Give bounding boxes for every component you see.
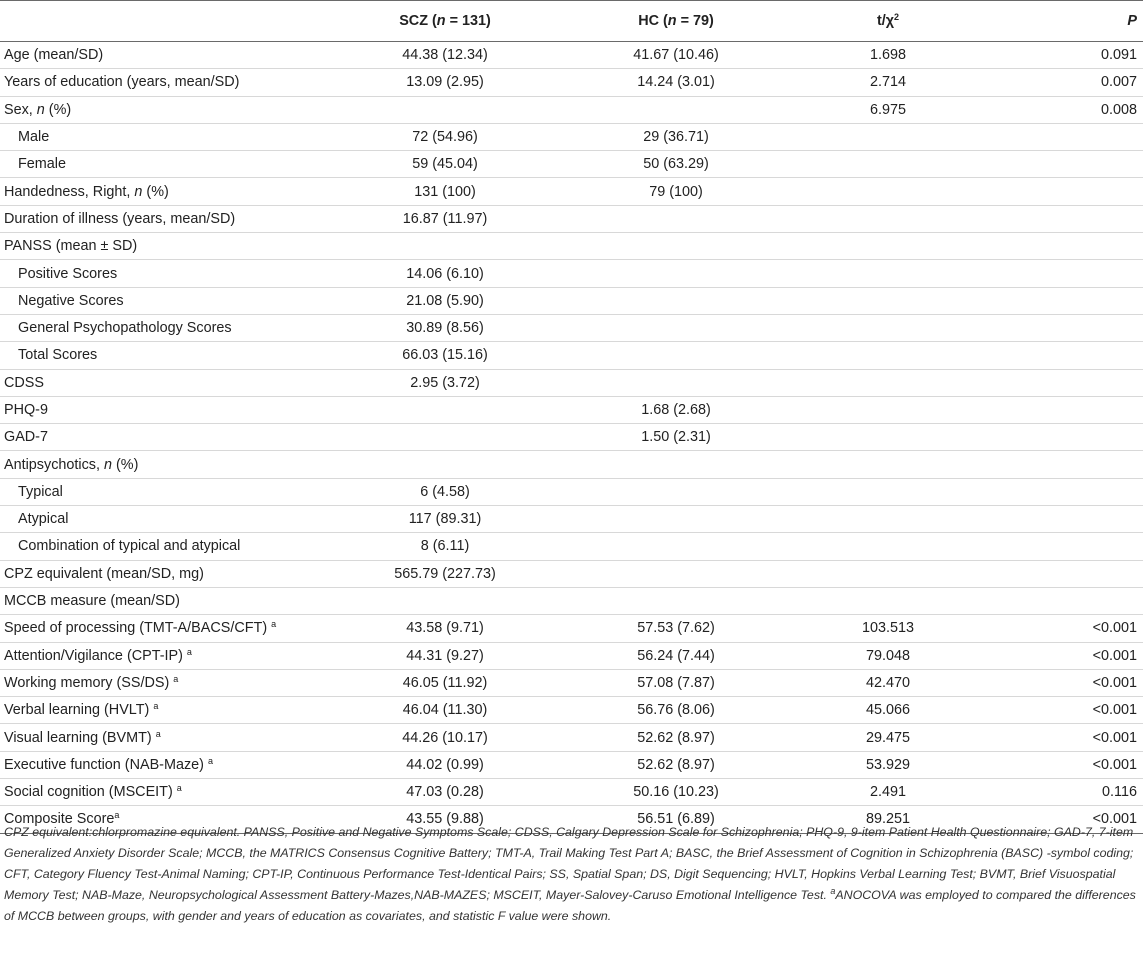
cell-statistic: 29.475 [792, 724, 984, 751]
cell-p-value: <0.001 [984, 697, 1143, 724]
cell-scz: 43.58 (9.71) [330, 615, 560, 642]
cell-p-value [984, 178, 1143, 205]
table-footnote: CPZ equivalent:chlorpromazine equivalent. PANSS, Positive and Negative Symptoms Scale; CDSS, Calgary Depression Scale for Schizophrenia; PHQ-9, 9-item Patient Health Questionnaire; GAD-7, 7-item Generalized Anxiety Disorder Scale; MCCB, the MATRICS Consensus Cognitive Battery; TMT-A, Trail Making Test Part A; BASC, the Brief Assessment of Cognition in Schizophrenia (BASC) -symbol coding; CFT, Category Fluency Test-Animal Naming; CPT-IP, Continuous Performance Test-Identical Pairs; SS, Spatial Span; DS, Digit Sequencing; HVLT, Hopkins Verbal Learning Test; BVMT, Brief Visuospatial Memory Test; NAB-Maze, Neuropsychological Assessment Battery-Mazes,NAB-MAZES; MSCEIT, Mayer-Salovey-Caruso Emotional Intelligence Test. $^a$ANOCOVA was employed to compared the differences of MCCB between groups, with gender and years of education as covariates, and statistic F value were shown. [4, 825, 1136, 923]
table-row [0, 396, 1143, 423]
cell-statistic [792, 151, 984, 178]
row-label: CDSS [0, 369, 330, 396]
cell-hc [560, 369, 792, 396]
row-label: CPZ equivalent (mean/SD, mg) [0, 560, 330, 587]
row-label: Verbal learning (HVLT) $^a$ [0, 697, 330, 724]
cell-statistic [792, 369, 984, 396]
cell-scz: 72 (54.96) [330, 123, 560, 150]
row-label: PANSS (mean ± SD) [0, 233, 330, 260]
cell-scz: 6 (4.58) [330, 478, 560, 505]
row-label: Visual learning (BVMT) $^a$ [0, 724, 330, 751]
row-label: Male [0, 123, 330, 150]
cell-p-value [984, 587, 1143, 614]
cell-statistic: 79.048 [792, 642, 984, 669]
cell-hc [560, 587, 792, 614]
cell-p-value [984, 205, 1143, 232]
cell-statistic [792, 478, 984, 505]
table-header [0, 1, 1143, 42]
cell-scz: 117 (89.31) [330, 506, 560, 533]
cell-scz [330, 396, 560, 423]
cell-hc [560, 205, 792, 232]
table-row [0, 615, 1143, 642]
row-label: Atypical [0, 506, 330, 533]
cell-scz: 131 (100) [330, 178, 560, 205]
table-row [0, 233, 1143, 260]
cell-hc: 57.08 (7.87) [560, 669, 792, 696]
cell-scz [330, 233, 560, 260]
row-label: Age (mean/SD) [0, 42, 330, 69]
table-row [0, 560, 1143, 587]
cell-p-value: <0.001 [984, 724, 1143, 751]
row-label: Typical [0, 478, 330, 505]
cell-scz [330, 587, 560, 614]
row-label: Duration of illness (years, mean/SD) [0, 205, 330, 232]
cell-hc [560, 233, 792, 260]
cell-scz: 565.79 (227.73) [330, 560, 560, 587]
table-row [0, 123, 1143, 150]
table-row [0, 151, 1143, 178]
cell-hc [560, 96, 792, 123]
row-label: Years of education (years, mean/SD) [0, 69, 330, 96]
row-label: GAD-7 [0, 424, 330, 451]
cell-hc: 1.68 (2.68) [560, 396, 792, 423]
header-row [0, 1, 1143, 42]
row-label: MCCB measure (mean/SD) [0, 587, 330, 614]
cell-hc [560, 287, 792, 314]
cell-hc: 1.50 (2.31) [560, 424, 792, 451]
cell-statistic [792, 123, 984, 150]
cell-scz: 8 (6.11) [330, 533, 560, 560]
cell-hc: 56.51 (6.89) [560, 806, 792, 833]
cell-scz: 46.05 (11.92) [330, 669, 560, 696]
cell-scz: 46.04 (11.30) [330, 697, 560, 724]
cell-hc: 41.67 (10.46) [560, 42, 792, 69]
table-row [0, 205, 1143, 232]
cell-p-value [984, 314, 1143, 341]
cell-scz: 14.06 (6.10) [330, 260, 560, 287]
cell-p-value: 0.008 [984, 96, 1143, 123]
header-hc: HC (n = 79) [560, 1, 792, 42]
cell-hc: 14.24 (3.01) [560, 69, 792, 96]
cell-statistic [792, 314, 984, 341]
cell-scz: 21.08 (5.90) [330, 287, 560, 314]
cell-scz: 47.03 (0.28) [330, 779, 560, 806]
row-label: Total Scores [0, 342, 330, 369]
cell-statistic: 2.714 [792, 69, 984, 96]
cell-scz: 44.26 (10.17) [330, 724, 560, 751]
row-label: Negative Scores [0, 287, 330, 314]
cell-scz: 44.31 (9.27) [330, 642, 560, 669]
row-label: Handedness, Right, n (%) [0, 178, 330, 205]
cell-p-value [984, 287, 1143, 314]
cell-statistic [792, 587, 984, 614]
cell-p-value: <0.001 [984, 615, 1143, 642]
table-body [0, 42, 1143, 834]
row-label: General Psychopathology Scores [0, 314, 330, 341]
table-row [0, 178, 1143, 205]
cell-statistic [792, 205, 984, 232]
cell-statistic [792, 233, 984, 260]
cell-statistic: 53.929 [792, 751, 984, 778]
cell-p-value [984, 342, 1143, 369]
row-label: Combination of typical and atypical [0, 533, 330, 560]
cell-hc: 52.62 (8.97) [560, 751, 792, 778]
table-row [0, 751, 1143, 778]
cell-hc: 29 (36.71) [560, 123, 792, 150]
table-row [0, 369, 1143, 396]
cell-p-value [984, 560, 1143, 587]
row-label: Composite Score$^a$ [0, 806, 330, 833]
cell-hc: 79 (100) [560, 178, 792, 205]
cell-scz: 44.02 (0.99) [330, 751, 560, 778]
cell-scz: 44.38 (12.34) [330, 42, 560, 69]
cell-statistic: 103.513 [792, 615, 984, 642]
cell-hc [560, 560, 792, 587]
table-row [0, 478, 1143, 505]
cell-hc [560, 314, 792, 341]
cell-statistic: 2.491 [792, 779, 984, 806]
cell-p-value [984, 369, 1143, 396]
cell-hc: 50.16 (10.23) [560, 779, 792, 806]
cell-statistic [792, 451, 984, 478]
cell-scz [330, 96, 560, 123]
cell-p-value [984, 396, 1143, 423]
row-label: PHQ-9 [0, 396, 330, 423]
cell-scz [330, 451, 560, 478]
table-row [0, 533, 1143, 560]
cell-p-value [984, 506, 1143, 533]
row-label: Attention/Vigilance (CPT-IP) $^a$ [0, 642, 330, 669]
cell-statistic [792, 560, 984, 587]
cell-statistic [792, 260, 984, 287]
cell-statistic: 6.975 [792, 96, 984, 123]
cell-scz: 13.09 (2.95) [330, 69, 560, 96]
row-label: Sex, n (%) [0, 96, 330, 123]
cell-hc: 57.53 (7.62) [560, 615, 792, 642]
cell-hc: 50 (63.29) [560, 151, 792, 178]
cell-p-value [984, 533, 1143, 560]
table-row [0, 96, 1143, 123]
table-row [0, 42, 1143, 69]
table-row [0, 342, 1143, 369]
cell-scz: 16.87 (11.97) [330, 205, 560, 232]
table-row [0, 314, 1143, 341]
table-row [0, 287, 1143, 314]
cell-scz: 30.89 (8.56) [330, 314, 560, 341]
cell-statistic: 42.470 [792, 669, 984, 696]
cell-statistic [792, 342, 984, 369]
cell-hc [560, 533, 792, 560]
cell-hc [560, 451, 792, 478]
cell-p-value [984, 478, 1143, 505]
table-row [0, 424, 1143, 451]
cell-hc: 56.24 (7.44) [560, 642, 792, 669]
header-p-value: P [984, 1, 1143, 42]
cell-p-value: <0.001 [984, 669, 1143, 696]
cell-hc [560, 506, 792, 533]
cell-statistic [792, 424, 984, 451]
row-label: Executive function (NAB-Maze) $^a$ [0, 751, 330, 778]
cell-statistic [792, 533, 984, 560]
cell-p-value: 0.116 [984, 779, 1143, 806]
cell-scz: 59 (45.04) [330, 151, 560, 178]
cell-p-value [984, 260, 1143, 287]
table-row [0, 587, 1143, 614]
cell-hc: 56.76 (8.06) [560, 697, 792, 724]
row-label: Speed of processing (TMT-A/BACS/CFT) $^a$ [0, 615, 330, 642]
cell-hc [560, 260, 792, 287]
cell-statistic [792, 396, 984, 423]
cell-statistic [792, 287, 984, 314]
cell-p-value [984, 123, 1143, 150]
cell-scz: 66.03 (15.16) [330, 342, 560, 369]
cell-hc: 52.62 (8.97) [560, 724, 792, 751]
cell-statistic: 1.698 [792, 42, 984, 69]
table-row [0, 697, 1143, 724]
row-label: Social cognition (MSCEIT) $^a$ [0, 779, 330, 806]
cell-p-value [984, 151, 1143, 178]
cell-statistic [792, 506, 984, 533]
cell-p-value: <0.001 [984, 642, 1143, 669]
cell-p-value: <0.001 [984, 806, 1143, 833]
table-row [0, 506, 1143, 533]
table-row [0, 779, 1143, 806]
header-statistic: $t/\chi^2$ [792, 1, 984, 42]
row-label: Antipsychotics, n (%) [0, 451, 330, 478]
header-label-col [0, 1, 330, 42]
cell-p-value: 0.007 [984, 69, 1143, 96]
cell-scz: 43.55 (9.88) [330, 806, 560, 833]
cell-p-value [984, 233, 1143, 260]
table-row [0, 451, 1143, 478]
row-label: Female [0, 151, 330, 178]
row-label: Working memory (SS/DS) $^a$ [0, 669, 330, 696]
cell-statistic [792, 178, 984, 205]
cell-statistic: 89.251 [792, 806, 984, 833]
cell-p-value: <0.001 [984, 751, 1143, 778]
cell-p-value: 0.091 [984, 42, 1143, 69]
cell-hc [560, 342, 792, 369]
cell-hc [560, 478, 792, 505]
row-label: Positive Scores [0, 260, 330, 287]
header-scz: SCZ (n = 131) [330, 1, 560, 42]
cell-statistic: 45.066 [792, 697, 984, 724]
cell-scz: 2.95 (3.72) [330, 369, 560, 396]
table-row [0, 260, 1143, 287]
table-row [0, 724, 1143, 751]
table-row [0, 642, 1143, 669]
cell-scz [330, 424, 560, 451]
table-row [0, 669, 1143, 696]
cell-p-value [984, 451, 1143, 478]
table-row [0, 69, 1143, 96]
cell-p-value [984, 424, 1143, 451]
